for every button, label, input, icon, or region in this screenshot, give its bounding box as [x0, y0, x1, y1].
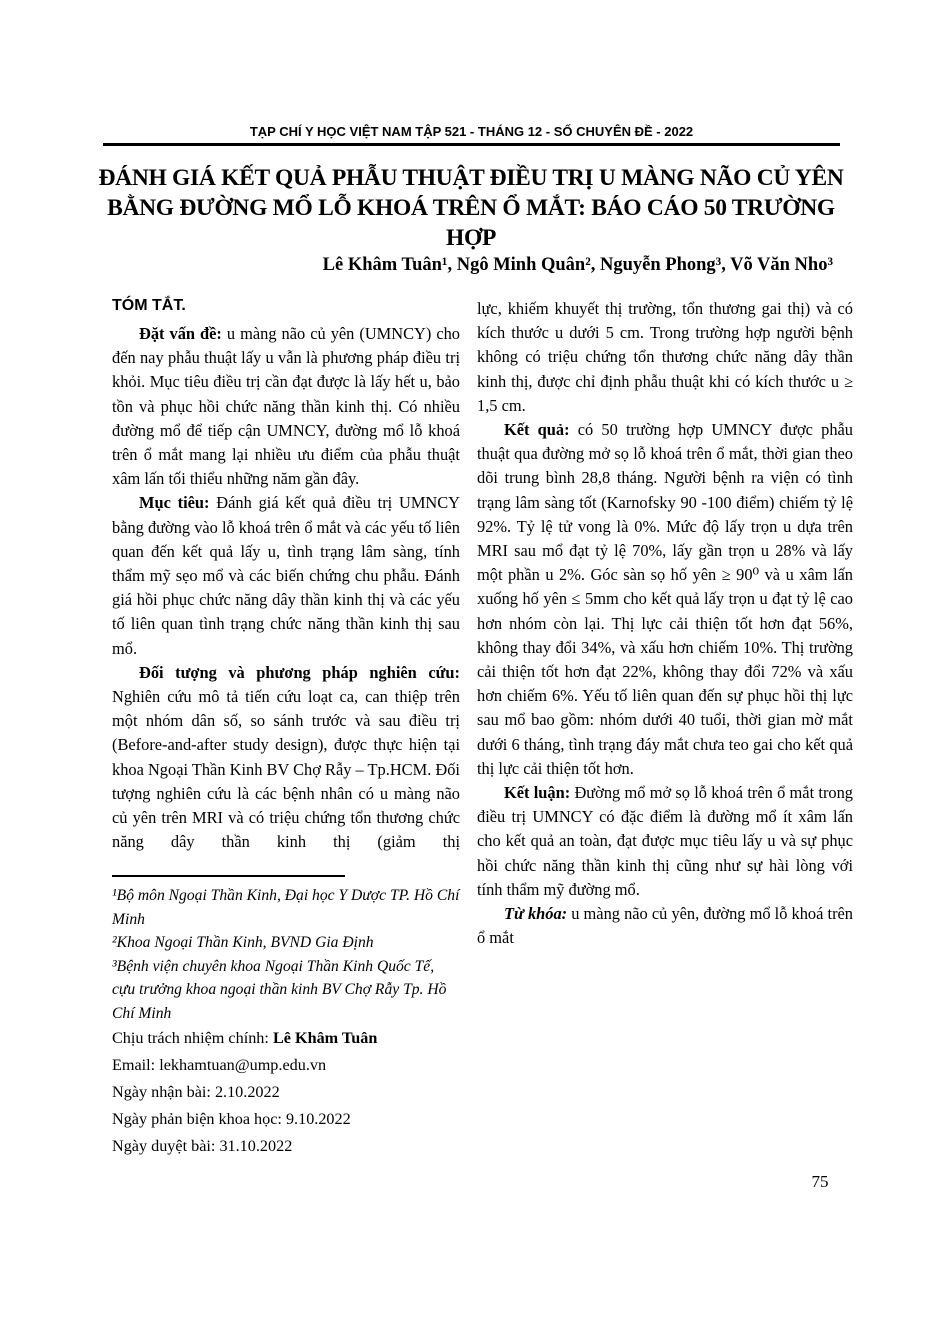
page-title-line-2: BẰNG ĐƯỜNG MỔ LỖ KHOÁ TRÊN Ổ MẮT: BÁO CÁO 50 TRƯỜNG HỢP [107, 195, 835, 251]
accepted-date-line: Ngày duyệt bài: 31.10.2022 [112, 1137, 293, 1156]
paragraph-text: có 50 trường hợp UMNCY được phẫu thuật qua đường mở sọ lỗ khoá trên ổ mắt, thời gian theo dõi trung bình 28,8 tháng. Người bệnh ra viện có tình trạng lâm sàng tốt (Karnofsky 90 -100 điểm) chiếm tỷ lệ 92%. Tỷ lệ tử vong là 0%. Mức độ lấy trọn u dựa trên MRI sau mổ đạt tỷ lệ 70%, lấy gần trọn u 28% và lấy một phần u 2%. Góc sàn sọ hố yên ≥ 90⁰ và u xâm lấn xuống hố yên ≤ 5mm cho kết quả lấy trọn u đạt tỷ lệ cao hơn nhóm còn lại. Thị lực cải thiện tốt hơn đạt 56%, không thay đổi 34%, và xấu hơn chiếm 10%. Thị trường cải thiện tốt hơn đạt 22%, không thay đổi 72% và xấu hơn chiếm 6%. Yếu tố liên quan đến sự phục hồi thị lực sau mổ bao gồm: nhóm dưới 40 tuổi, thời gian mờ mắt dưới 6 tháng, tình trạng đáy mắt chưa teo gai cho kết quả thị lực cải thiện tốt hơn. [477, 420, 853, 778]
reviewed-date-line: Ngày phản biện khoa học: 9.10.2022 [112, 1110, 351, 1129]
paragraph-label: Kết quả: [504, 420, 570, 440]
correspondence-name: Lê Khâm Tuân [272, 1029, 378, 1048]
abstract-paragraph-objective [112, 491, 460, 660]
journal-running-head: TẠP CHÍ Y HỌC VIỆT NAM TẬP 521 - THÁNG 12 - SỐ CHUYÊN ĐỀ - 2022 [103, 124, 840, 146]
footnote-block [112, 875, 460, 1160]
abstract-columns [112, 297, 853, 1160]
paragraph-text: u màng não củ yên (UMNCY) cho đến nay phẫu thuật lấy u vẫn là phương pháp điều trị khỏi. Mục tiêu điều trị cần đạt được là lấy hết u, bảo tồn và phục hồi chức năng thần kinh thị. Có nhiều đường mổ để tiếp cận UMNCY, đường mổ lỗ khoá trên ổ mắt mang lại nhiều ưu điểm của phẫu thuật xâm lấn tối thiểu những năm gần đây. [112, 324, 460, 489]
paragraph-label: Mục tiêu: [139, 493, 210, 513]
footnote-divider-rule [112, 875, 345, 877]
page-title-line-1: ĐÁNH GIÁ KẾT QUẢ PHẪU THUẬT ĐIỀU TRỊ U MÀNG NÃO CỦ YÊN [98, 165, 844, 191]
correspondence-label: Chịu trách nhiệm chính: [112, 1029, 273, 1048]
correspondence-line [112, 1025, 460, 1052]
paragraph-label: Đối tượng và phương pháp nghiên cứu: [139, 662, 460, 682]
paragraph-label: Đặt vấn đề: [139, 324, 222, 343]
paragraph-text: Nghiên cứu mô tả tiến cứu loạt ca, can thiệp trên một nhóm dân số, so sánh trước và sau điều trị (Before-and-after study design), được thực hiện tại khoa Ngoại Thần Kinh BV Chợ Rẫy – Tp.HCM. Đối tượng nghiên cứu là các bệnh nhân có u màng não củ yên trên MRI và có triệu chứng tổn thương chức năng dây thần kinh thị (giảm thị [112, 687, 460, 852]
keywords-text: u màng não củ yên, đường mổ lỗ khoá trên ổ mắt [477, 904, 853, 948]
paragraph-label: Kết luận: [504, 783, 571, 803]
paragraph-text: Đường mổ mở sọ lỗ khoá trên ổ mắt trong điều trị UMNCY có đặc điểm là đường mổ ít xâm lấn cho kết quả an toàn, đạt được mục tiêu lấy u và sự phục hồi chức năng thần kinh thị cũng như sự hài lòng với tính thẩm mỹ đường mổ. [477, 783, 853, 899]
affiliation-3: ³Bệnh viện chuyên khoa Ngoại Thần Kinh Quốc Tế, cựu trưởng khoa ngoại thần kinh BV Chợ Rẫy Tp. Hồ Chí Minh [112, 957, 447, 1022]
left-column [112, 297, 460, 1160]
right-column [477, 297, 853, 1160]
abstract-paragraph-methods-left [112, 661, 460, 855]
affiliation-2: ²Khoa Ngoại Thần Kinh, BVND Gia Định [112, 934, 374, 952]
affiliation-1: ¹Bộ môn Ngoại Thần Kinh, Đại học Y Dược TP. Hồ Chí Minh [112, 887, 460, 928]
page-number: 75 [811, 1172, 829, 1191]
authors-line: Lê Khâm Tuân¹, Ngô Minh Quân², Nguyễn Phong³, Võ Văn Nho³ [322, 255, 833, 275]
abstract-paragraph-conclusion [477, 781, 853, 902]
abstract-paragraph-background [112, 322, 460, 491]
abstract-paragraph-keywords [477, 902, 853, 950]
email-line: Email: lekhamtuan@ump.edu.vn [112, 1056, 327, 1075]
abstract-heading: TÓM TẮT. [112, 297, 186, 314]
paragraph-text: Đánh giá kết quả điều trị UMNCY bằng đường vào lỗ khoá trên ổ mắt và các yếu tố liên quan đến kết quả lấy u, tình trạng lâm sàng, tính thẩm mỹ sẹo mổ và các biến chứng chu phẫu. Đánh giá hồi phục chức năng dây thần kinh thị và các yếu tố liên quan tình trạng chức năng thần kinh thị sau mổ. [112, 493, 461, 658]
page-title [85, 163, 857, 253]
abstract-paragraph-results [477, 418, 853, 781]
received-date-line: Ngày nhận bài: 2.10.2022 [112, 1083, 280, 1102]
keywords-label: Từ khóa: [504, 904, 568, 924]
abstract-paragraph-methods-right: lực, khiếm khuyết thị trường, tổn thương gai thị) và có kích thước u dưới 5 cm. Trong trường hợp người bệnh không có triệu chứng tổn thương chức năng dây thần kinh thị, được chỉ định phẫu thuật khi có kích thước u ≥ 1,5 cm. [477, 299, 853, 415]
